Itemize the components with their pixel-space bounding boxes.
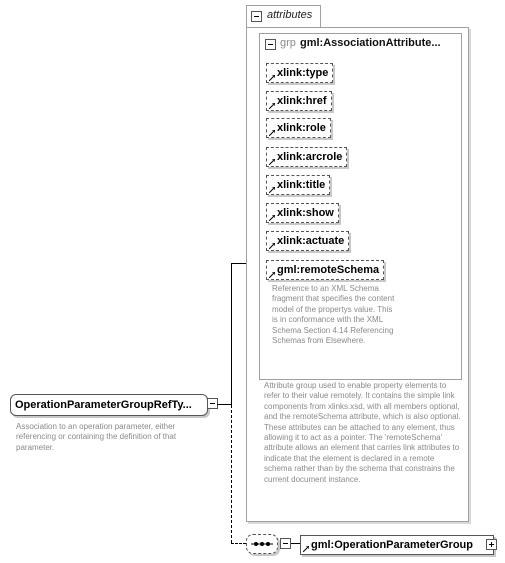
reference-arrow-icon (269, 215, 275, 221)
attribute-xlink-title[interactable] (266, 175, 330, 195)
connector-line-dashed (231, 405, 232, 543)
attribute-name: gml:remoteSchema (277, 264, 380, 276)
attribute-name: xlink:title (277, 179, 326, 191)
attribute-xlink-href[interactable] (266, 91, 332, 111)
attribute-xlink-arcrole[interactable] (266, 147, 347, 167)
attribute-name: xlink:actuate (277, 235, 345, 247)
collapse-group-icon[interactable] (265, 39, 276, 50)
sequence-icon (247, 535, 277, 553)
attribute-name: xlink:show (277, 207, 334, 219)
reference-arrow-icon (269, 130, 275, 136)
attribute-xlink-show[interactable] (266, 203, 339, 223)
attribute-xlink-actuate[interactable] (266, 231, 349, 251)
group-reference[interactable] (300, 535, 494, 555)
reference-arrow-icon (269, 243, 275, 249)
reference-arrow-icon (269, 272, 275, 278)
connector-line (231, 263, 246, 264)
reference-arrow-icon (269, 187, 275, 193)
attribute-xlink-type[interactable] (266, 63, 333, 83)
attribute-group-documentation: Attribute group used to enable property elements to refer to their value remotely. It contains the simple link components from xlinks.xsd, with all members optional, and the remoteSchema attribute, which is also optional. These attributes can be attached to any element, thus allowing it to act as a pointer. The 'remoteSchema' attribute allows an element that carries link attributes to indicate that the element is declared in a remote schema rather than by the schema that constrains the current document instance. (264, 381, 461, 484)
element-documentation: Association to an operation parameter, either referencing or containing the definition of that parameter. (16, 422, 177, 452)
attributes-tab (246, 5, 321, 28)
connector-line-dashed (231, 543, 246, 544)
connector-line (217, 404, 231, 405)
attribute-name: xlink:type (277, 67, 329, 79)
attribute-name: xlink:href (277, 95, 327, 107)
attribute-gml-remoteschema[interactable] (266, 260, 384, 280)
group-reference-name: gml:OperationParameterGroup (311, 539, 473, 551)
group-name: gml:AssociationAttribute... (300, 37, 441, 49)
collapse-attributes-icon[interactable] (251, 11, 262, 22)
connector-line (231, 263, 232, 405)
expand-group-icon[interactable] (486, 539, 497, 550)
sequence-compositor[interactable] (246, 534, 278, 554)
remoteschema-documentation: Reference to an XML Schema fragment that specifies the content model of the propertys value. This is in conformance with the XML Schema Section 4.14 Referencing Schemas from Elsewhere. (272, 284, 395, 346)
reference-arrow-icon (269, 159, 275, 165)
group-label: grp (280, 37, 296, 49)
collapse-sequence-icon[interactable] (280, 538, 291, 549)
attribute-name: xlink:arcrole (277, 151, 343, 163)
attributes-title: attributes (267, 9, 313, 21)
element-name: OperationParameterGroupRefTy... (15, 399, 192, 411)
reference-arrow-icon (303, 546, 309, 552)
reference-arrow-icon (269, 103, 275, 109)
complex-type-element[interactable] (10, 394, 208, 416)
reference-arrow-icon (269, 75, 275, 81)
attribute-name: xlink:role (277, 122, 326, 134)
connector-line (291, 543, 300, 544)
attribute-xlink-role[interactable] (266, 118, 331, 138)
